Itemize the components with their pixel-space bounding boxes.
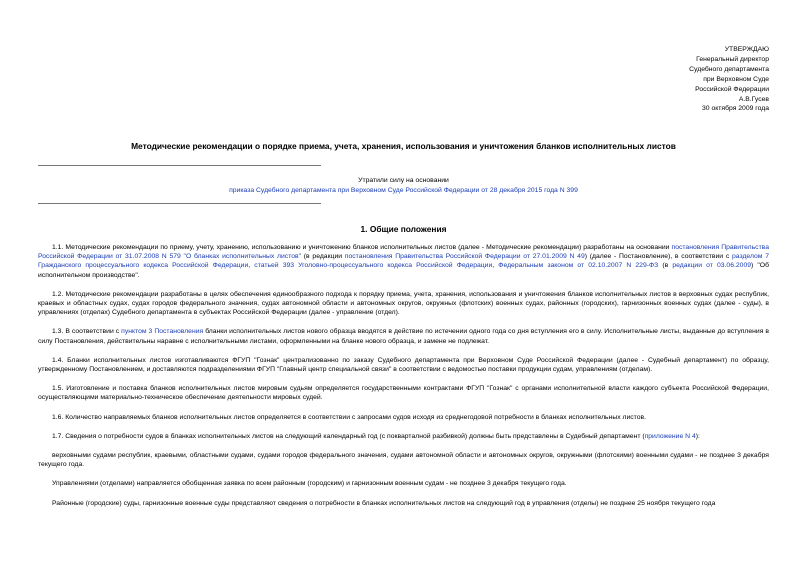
link-law-edition[interactable]: редакции от 03.06.2009 <box>672 262 752 270</box>
approval-block <box>689 45 769 114</box>
paragraph-1-5: 1.5. Изготовление и поставка бланков исполнительных листов мировым судьям определяется государственными контрактами ФГУП "Гознак" с органами исполнительной власти каждого субъекта Российской Федерации, осуществляющими материально-техническое обеспечение деятельности мировых судей. <box>38 385 769 402</box>
paragraph-text: 1.7. Сведения о потребности судов в бланках исполнительных листов на следующий календарный год (с покварталной разбивкой) должны быть представлены в Судебный департамент ( <box>52 432 645 440</box>
paragraph-text: , <box>248 262 255 270</box>
approval-line: Российской Федерации <box>695 85 769 93</box>
approval-line: Генеральный директор <box>696 55 769 63</box>
divider-top <box>38 165 321 166</box>
link-civil-procedure-code[interactable]: разделом 7 Гражданского процессуального кодекса Российской Федерации <box>38 253 769 270</box>
lapsed-text: Утратили силу на основании <box>358 177 449 184</box>
lapsed-notice <box>38 176 769 196</box>
paragraph-district-courts: Районные (городские) суды, гарнизонные военные суды представляют сведения о потребности в бланках исполнительных листов на следующий год в управления (отделы) не позднее 25 ноября текущего года <box>52 499 716 507</box>
paragraph-departments: Управлениями (отделами) направляется обобщенная заявка по всем районным (городским) и гарнизонным военным судам - не позднее 3 декабря текущего года. <box>52 480 567 488</box>
approval-line: при Верховном Суде <box>703 75 769 83</box>
link-criminal-procedure-code[interactable]: статьей 393 Уголовно-процессуального кодекса Российской Федерации <box>254 262 493 270</box>
approval-line: Судебного департамента <box>689 65 769 73</box>
link-appendix-4[interactable]: приложение N 4 <box>644 432 696 440</box>
lapsed-order-link[interactable]: приказа Судебного департамента при Верховном Суде Российской Федерации от 28 декабря 2015 года N 399 <box>229 187 578 194</box>
paragraph-1-6: 1.6. Количество направляемых бланков исполнительных листов определяется в соответствии с запросами судов исходя из среднегодовой потребности в бланках исполнительных листов. <box>52 413 646 421</box>
paragraph-text: , <box>492 262 499 270</box>
document-title: Методические рекомендации о порядке приема, учета, хранения, использования и уничтожения бланков исполнительных листов <box>131 141 676 151</box>
paragraph-text: (в <box>658 262 673 270</box>
approval-line: 30 октября 2009 года <box>702 105 769 113</box>
paragraph-text: (в редакции <box>301 253 345 261</box>
paragraph-text: 1.1. Методические рекомендации по приему, учету, хранению, использованию и уничтожению бланков исполнительных листов (далее - Методические рекомендации) разработаны на основании <box>52 244 672 251</box>
link-decree-point-3[interactable]: пунктом 3 Постановления <box>121 328 204 336</box>
paragraph-1-4: 1.4. Бланки исполнительных листов изготавливаются ФГУП "Гознак" централизованно по заказу Судебного департамента при Верховном Суде Российской Федерации (далее - Судебный департамент) по образцу, утвержденному Постановлением, и доставляются подразделениями ФГУП "Главный центр специальной связи" в соответствии с ведомостью поставки продукции судам, управлениям (отделам). <box>38 356 769 374</box>
link-government-decree-49[interactable]: постановления Правительства Российской Федерации от 27.01.2009 N 49 <box>344 253 585 261</box>
paragraph-1-3 <box>38 327 769 345</box>
paragraph-1-1 <box>38 243 769 280</box>
paragraph-1-2: 1.2. Методические рекомендации разработаны в целях обеспечения единообразного подхода к порядку приема, учета, хранения, использования и уничтожения бланков исполнительных листов в верховных судах республик, краевых и областных судах, судах городов федерального значения, судах автономной области и автономных округов, окружных (флотских) военных судах, районных (городских), гарнизонных военных судах (далее - суды), в управлениях (отделах) Судебного департамента в субъектах Российской Федерации (далее - управление (отдел). <box>38 290 769 317</box>
document-body <box>38 243 769 518</box>
link-government-decree-579[interactable]: постановления Правительства Российской Федерации от 31.07.2008 N 579 "О бланках исполнительных листов" <box>38 244 769 261</box>
paragraph-text: ) (далее - Постановление), в соответствии с <box>584 253 732 261</box>
approval-line: УТВЕРЖДАЮ <box>724 46 769 53</box>
paragraph-supreme-courts: верховными судами республик, краевыми, областными судами, судами городов федерального значения, судами автономной области и автономных округов, окружными (флотскими) военными судами - не позднее 3 декабря текущего года. <box>38 452 769 469</box>
paragraph-text: ) "Об исполнительном производстве". <box>38 262 769 279</box>
paragraph-text: 1.3. В соответствии с <box>52 328 122 336</box>
section-title: 1. Общие положения <box>360 224 447 234</box>
divider-bottom <box>38 203 321 204</box>
paragraph-text: ): <box>695 432 700 440</box>
link-federal-law-229[interactable]: Федеральным законом от 02.10.2007 N 229-ФЗ <box>498 262 659 270</box>
paragraph-text: бланки исполнительных листов нового образца вводятся в действие по истечении одного года со дня вступления его в силу. Исполнительные листы, выданные до вступления в силу Постановления, действительны наравне с исполнительными листами, оформленными на бланке нового образца, и замене не подлежат. <box>38 328 769 345</box>
approval-line: А.В.Гусев <box>738 95 769 103</box>
paragraph-1-7 <box>38 432 769 441</box>
